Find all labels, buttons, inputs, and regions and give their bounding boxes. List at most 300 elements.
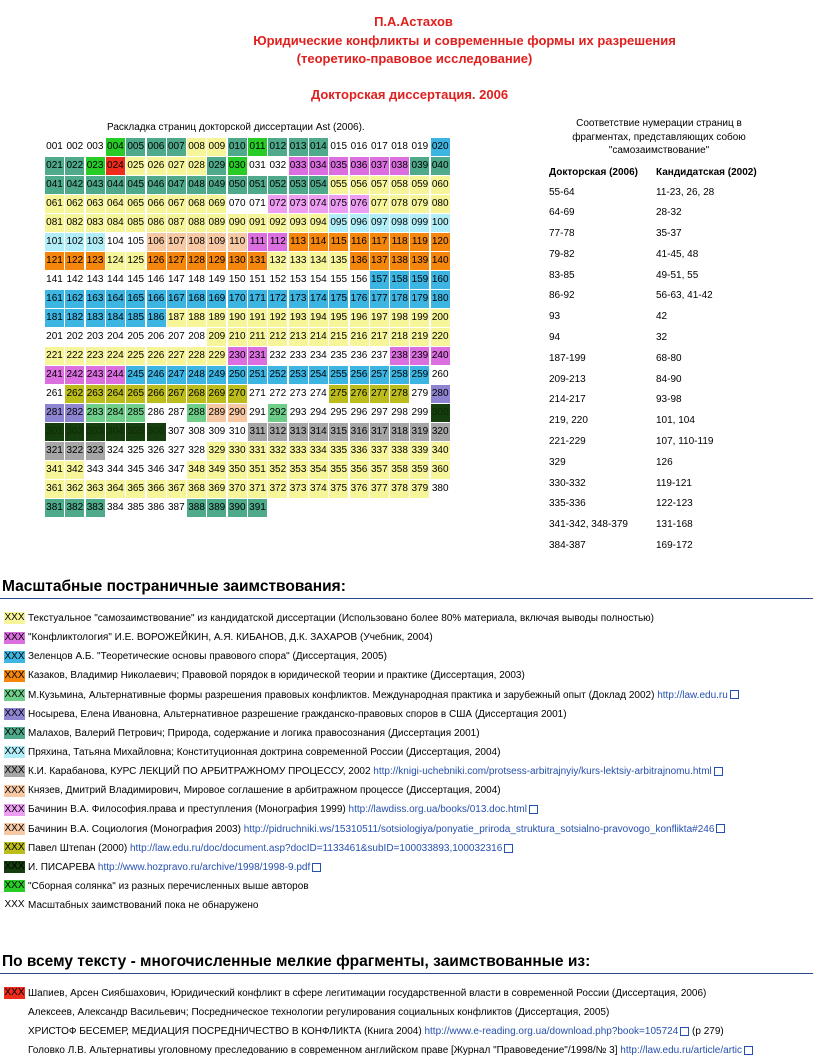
candidate-pages: 84-90: [656, 373, 682, 385]
page-cell: 062: [65, 195, 84, 213]
page-cell: 357: [370, 461, 389, 479]
column-doctoral: Докторская (2006): [549, 166, 638, 178]
page-cell: 318: [390, 423, 409, 441]
page-cell: 273: [289, 388, 307, 399]
page-cell: 334: [309, 442, 328, 460]
page-cell: 292: [268, 404, 287, 422]
source-link[interactable]: http://law.edu.ru: [657, 689, 728, 701]
page-cell: 257: [370, 366, 389, 384]
page-cell: 032: [269, 160, 287, 171]
author-name: П.А.Астахов: [374, 14, 453, 29]
color-swatch: XXX: [4, 784, 25, 796]
page-cell: 048: [187, 176, 206, 194]
page-cell: 199: [410, 309, 429, 327]
page-cell: 375: [329, 480, 348, 498]
doctoral-pages: 79-82: [549, 248, 575, 260]
page-cell: 265: [126, 385, 145, 403]
page-cell: 089: [207, 214, 226, 232]
external-link-icon: [714, 767, 723, 776]
page-cell: 390: [228, 499, 247, 517]
page-correspondence-table: [549, 117, 779, 557]
page-cell: 127: [167, 252, 186, 270]
page-cell: 301: [45, 423, 64, 441]
page-cell: 070: [228, 198, 246, 209]
legend-text: Головко Л.В. Альтернативы уголовному преследованию в современном английском праве [Журнал "Правоведение"/1998/№ 3]: [28, 1045, 618, 1057]
page-cell: 123: [86, 252, 105, 270]
page-cell: 252: [268, 366, 287, 384]
page-cell: 216: [350, 328, 369, 346]
page-cell: 093: [289, 214, 308, 232]
correspondence-row: [549, 286, 779, 307]
page-cell: 014: [309, 138, 328, 156]
page-cell: 144: [107, 274, 124, 285]
page-cell: 043: [86, 176, 105, 194]
page-cell: 184: [106, 309, 125, 327]
page-cell: 050: [228, 176, 247, 194]
legend-item: [4, 762, 813, 781]
correspondence-row: [549, 494, 779, 515]
correspondence-row: [549, 307, 779, 328]
page-cell: 226: [147, 347, 166, 365]
source-link[interactable]: http://www.e-reading.org.ua/download.php?book=105724: [424, 1026, 679, 1038]
page-cell: 307: [167, 426, 185, 437]
legend-text: "Конфликтология" И.Е. ВОРОЖЕЙКИН, А.Я. КИБАНОВ, Д.К. ЗАХАРОВ (Учебник, 2004): [28, 632, 433, 644]
page-cell: 350: [228, 461, 247, 479]
legend-text: К.И. Карабанова, КУРС ЛЕКЦИЙ ПО АРБИТРАЖНОМУ ПРОЦЕССУ, 2002: [28, 766, 371, 778]
source-link[interactable]: http://pidruchniki.ws/15310511/sotsiologiya/ponyatie_priroda_struktura_sotsialno-pravovogo_konflikta#246: [243, 823, 715, 835]
page-cell: 091: [248, 214, 267, 232]
page-cell: 084: [106, 214, 125, 232]
legend-text: Бачинин В.А. Философия.права и преступления (Монография 1999): [28, 804, 346, 816]
page-cell: 242: [65, 366, 84, 384]
legend-item: [4, 743, 813, 762]
page-cell: 143: [86, 274, 104, 285]
large-borrowings-legend: [4, 609, 813, 915]
page-cell: 160: [431, 271, 450, 289]
page-cell: 078: [390, 195, 409, 213]
color-swatch: XXX: [4, 650, 25, 662]
page-cell: 106: [147, 233, 166, 251]
page-cell: 303: [86, 423, 105, 441]
page-cell: 112: [268, 233, 287, 251]
page-cell: 140: [431, 252, 450, 270]
page-cell: 129: [207, 252, 226, 270]
page-cell: 221: [45, 347, 64, 365]
page-cell: 183: [86, 309, 105, 327]
page-cell: 061: [45, 195, 64, 213]
page-cell: 319: [410, 423, 429, 441]
color-swatch: XXX: [4, 765, 25, 777]
page-cell: 296: [350, 407, 368, 418]
page-cell: 229: [207, 347, 226, 365]
page-cell: 036: [350, 157, 369, 175]
page-cell: 294: [310, 407, 327, 418]
candidate-pages: 41-45, 48: [656, 248, 699, 260]
page-cell: 344: [107, 464, 124, 475]
page-cell: 351: [248, 461, 267, 479]
page-cell: 152: [269, 274, 287, 285]
page-cell: 003: [86, 141, 104, 152]
page-cell: 268: [187, 385, 206, 403]
doctoral-pages: 221-229: [549, 436, 586, 448]
page-cell: 081: [45, 214, 64, 232]
doctoral-pages: 214-217: [549, 394, 586, 406]
legend-item: [4, 609, 813, 628]
page-cell: 208: [188, 331, 205, 342]
page-cell: 057: [370, 176, 389, 194]
page-cell: 196: [350, 309, 369, 327]
page-cell: 191: [248, 309, 267, 327]
page-cell: 329: [207, 442, 226, 460]
page-cell: 371: [248, 480, 267, 498]
correspondence-row: [549, 183, 779, 204]
page-cell: 134: [309, 252, 328, 270]
doctoral-pages: 86-92: [549, 290, 575, 302]
page-cell: 218: [390, 328, 409, 346]
page-cell: 162: [65, 290, 84, 308]
page-cell: 151: [249, 274, 266, 285]
legend-item: [4, 896, 813, 915]
legend-item: [4, 820, 813, 839]
page-cell: 033: [289, 157, 308, 175]
source-link[interactable]: http://www.hozpravo.ru/archive/1998/1998-9.pdf: [97, 861, 311, 873]
page-cell: 255: [329, 366, 348, 384]
page-cell: 347: [167, 464, 185, 475]
page-cell: 277: [370, 385, 389, 403]
page-cell: 204: [107, 331, 124, 342]
page-cell: 387: [167, 502, 185, 513]
page-cell: 161: [45, 290, 64, 308]
page-cell: 381: [45, 499, 64, 517]
page-cell: 128: [187, 252, 206, 270]
page-cell: 320: [431, 423, 450, 441]
doctoral-pages: 83-85: [549, 269, 575, 281]
page-cell: 120: [431, 233, 450, 251]
page-cell: 096: [350, 214, 369, 232]
doctoral-pages: 335-336: [549, 498, 586, 510]
legend-text: ХРИСТОФ БЕСЕМЕР, МЕДИАЦИЯ ПОСРЕДНИЧЕСТВО В КОНФЛИКТА (Книга 2004): [28, 1026, 422, 1038]
page-cell: 060: [431, 176, 450, 194]
page-cell: 154: [310, 274, 327, 285]
page-cell: 321: [45, 442, 64, 460]
page-cell: 313: [289, 423, 308, 441]
legend-item: [4, 1003, 813, 1022]
dissertation-degree: Докторская диссертация. 2006: [310, 87, 509, 102]
page-cell: 137: [370, 252, 389, 270]
page-cell: 115: [329, 233, 348, 251]
legend-item: [4, 858, 813, 877]
page-cell: 300: [431, 404, 450, 422]
external-link-icon: [529, 805, 538, 814]
page-cell: 243: [86, 366, 105, 384]
page-cell: 367: [167, 480, 186, 498]
page-cell: 079: [410, 195, 429, 213]
page-cell: 349: [207, 461, 226, 479]
page-cell: 272: [269, 388, 287, 399]
candidate-pages: 28-32: [656, 207, 682, 219]
page-cell: 132: [268, 252, 287, 270]
page-cell: 133: [289, 252, 308, 270]
page-cell: 225: [126, 347, 145, 365]
page-cell: 055: [329, 176, 348, 194]
page-cell: 197: [370, 309, 389, 327]
correspondence-row: [549, 266, 779, 287]
page-cell: 246: [147, 366, 166, 384]
page-cell: 267: [167, 385, 186, 403]
page-cell: 190: [228, 309, 247, 327]
doctoral-pages: 219, 220: [549, 415, 588, 427]
page-cell: 236: [350, 350, 368, 361]
page-cell: 364: [106, 480, 125, 498]
legend-item: [4, 647, 813, 666]
page-cell: 212: [268, 328, 287, 346]
candidate-pages: 131-168: [656, 519, 693, 531]
page-cell: 332: [268, 442, 287, 460]
correspondence-row: [549, 432, 779, 453]
page-cell: 149: [208, 274, 226, 285]
page-cell: 264: [106, 385, 125, 403]
page-cell: 027: [167, 157, 186, 175]
page-cell: 240: [431, 347, 450, 365]
page-cell: 044: [106, 176, 125, 194]
page-cell: 173: [289, 290, 308, 308]
page-cell: 288: [187, 404, 206, 422]
correspondence-caption: Соответствие нумерации страниц в фрагментах, представляющих собою "самозаимствование": [572, 118, 746, 156]
page-cell: 346: [147, 464, 165, 475]
legend-item: [4, 666, 813, 685]
page-cell: 172: [268, 290, 287, 308]
page-cell: 384: [107, 502, 124, 513]
page-cell: 337: [370, 442, 389, 460]
page-cell: 293: [289, 407, 307, 418]
page-cell: 248: [187, 366, 206, 384]
page-cell: 090: [228, 214, 247, 232]
page-cell: 366: [147, 480, 166, 498]
page-cell: 095: [329, 214, 348, 232]
page-cell: 126: [147, 252, 166, 270]
page-cell: 019: [411, 141, 429, 152]
color-swatch: XXX: [4, 746, 25, 758]
page-cell: 274: [310, 388, 327, 399]
source-link[interactable]: http://law.edu.ru/doc/document.asp?docID=1133461&subID=100033893,100032316: [129, 842, 503, 854]
page-cell: 109: [207, 233, 226, 251]
page-cell: 006: [147, 138, 166, 156]
page-cell: 360: [431, 461, 450, 479]
doctoral-pages: 384-387: [549, 540, 586, 552]
page-cell: 046: [147, 176, 166, 194]
page-cell: 170: [228, 290, 247, 308]
page-cell: 138: [390, 252, 409, 270]
page-cell: 180: [431, 290, 450, 308]
page-cell: 004: [106, 138, 125, 156]
page-cell: 358: [390, 461, 409, 479]
page-cell: 285: [126, 404, 145, 422]
page-cell: 021: [45, 157, 64, 175]
page-cell: 220: [431, 328, 450, 346]
page-cell: 111: [248, 233, 267, 251]
page-cell: 316: [350, 423, 369, 441]
page-cell: 051: [248, 176, 267, 194]
page-cell: 164: [106, 290, 125, 308]
page-cell: 207: [167, 331, 185, 342]
page-cell: 188: [187, 309, 206, 327]
page-cell: 352: [268, 461, 287, 479]
page-cell: 308: [188, 426, 205, 437]
page-cell: 266: [147, 385, 166, 403]
legend-text: Бачинин В.А. Социология (Монография 2003): [28, 823, 241, 835]
external-link-icon: [716, 824, 725, 833]
page-cell: 038: [390, 157, 409, 175]
page-cell: 020: [431, 138, 450, 156]
page-cell: 378: [390, 480, 409, 498]
page-cell: 102: [65, 233, 84, 251]
page-cell: 206: [147, 331, 165, 342]
color-swatch: XXX: [4, 842, 25, 854]
page-cell: 009: [207, 138, 226, 156]
page-cell: 247: [167, 366, 186, 384]
page-cell: 348: [187, 461, 206, 479]
page-cell: 338: [390, 442, 409, 460]
page-cell: 193: [289, 309, 308, 327]
doctoral-pages: 330-332: [549, 477, 586, 489]
page-cell: 025: [126, 157, 145, 175]
page-cell: 017: [370, 141, 388, 152]
page-cell: 166: [147, 290, 166, 308]
page-cell: 250: [228, 366, 247, 384]
correspondence-row: [549, 453, 779, 474]
page-cell: 254: [309, 366, 328, 384]
page-cell: 209: [207, 328, 226, 346]
page-cell: 275: [329, 385, 348, 403]
candidate-pages: 101, 104: [656, 415, 695, 427]
page-cell: 083: [86, 214, 105, 232]
page-cell: 072: [268, 195, 287, 213]
external-link-icon: [312, 863, 321, 872]
page-cell: 110: [228, 233, 247, 251]
page-cell: 330: [228, 442, 247, 460]
page-cell: 232: [269, 350, 287, 361]
page-cell: 176: [350, 290, 369, 308]
page-cell: 037: [370, 157, 389, 175]
page-cell: 179: [410, 290, 429, 308]
page-cell: 298: [391, 407, 408, 418]
page-cell: 136: [350, 252, 369, 270]
color-swatch: XXX: [4, 899, 25, 911]
page-cell: 056: [350, 176, 369, 194]
page-cell: 100: [431, 214, 450, 232]
page-cell: 076: [350, 195, 369, 213]
page-cell: 304: [106, 423, 125, 441]
page-cell: 097: [370, 214, 389, 232]
source-link[interactable]: http://lawdiss.org.ua/books/013.doc.html: [348, 804, 527, 816]
correspondence-row: [549, 245, 779, 266]
page-cell: 244: [106, 366, 125, 384]
correspondence-row: [549, 515, 779, 536]
section-divider: [0, 598, 813, 599]
legend-item: [4, 1041, 813, 1060]
legend-text: Зеленцов А.Б. "Теоретические основы правового спора" (Диссертация, 2005): [28, 651, 387, 663]
page-cell: 213: [289, 328, 308, 346]
page-cell: 054: [309, 176, 328, 194]
page-cell: 362: [65, 480, 84, 498]
legend-note: (р 279): [689, 1026, 724, 1038]
page-cell: 022: [65, 157, 84, 175]
page-cell: 185: [126, 309, 145, 327]
page-cell: 297: [370, 407, 388, 418]
page-cell: 355: [329, 461, 348, 479]
page-cell: 222: [65, 347, 84, 365]
doctoral-pages: 329: [549, 456, 566, 468]
page-cell: 279: [411, 388, 429, 399]
page-cell: 148: [188, 274, 205, 285]
page-cell: 086: [147, 214, 166, 232]
candidate-pages: 122-123: [656, 498, 693, 510]
page-cell: 145: [127, 274, 145, 285]
page-cell: 353: [289, 461, 308, 479]
page-cell: 383: [86, 499, 105, 517]
external-link-icon: [744, 1046, 753, 1055]
page-cell: 323: [86, 442, 105, 460]
page-cell: 203: [86, 331, 104, 342]
page-cell: 211: [248, 328, 267, 346]
page-cell: 299: [411, 407, 429, 418]
page-cell: 370: [228, 480, 247, 498]
section-small-fragments-title: По всему тексту - многочисленные мелкие фрагменты, заимствованные из:: [2, 953, 591, 970]
correspondence-row: [549, 536, 779, 557]
page-cell: 326: [147, 445, 165, 456]
page-cell: 157: [370, 271, 389, 289]
page-cell: 262: [65, 385, 84, 403]
legend-text: Текстуальное "самозаимствование" из кандидатской диссертации (Использовано более 80% материала, включая выводы полностью): [28, 613, 654, 624]
page-cell: 305: [126, 423, 145, 441]
doctoral-pages: 341-342, 348-379: [549, 519, 628, 531]
page-cell: 324: [107, 445, 124, 456]
color-swatch: XXX: [4, 822, 25, 834]
page-cell: 169: [207, 290, 226, 308]
page-cell: 224: [106, 347, 125, 365]
page-cell: 113: [289, 233, 308, 251]
page-cell: 281: [45, 404, 64, 422]
page-cell: 219: [410, 328, 429, 346]
page-cell: 374: [309, 480, 328, 498]
page-cell: 306: [147, 423, 166, 441]
page-cell: 237: [370, 350, 388, 361]
color-swatch: XXX: [4, 727, 25, 739]
page-cell: 385: [127, 502, 145, 513]
page-cell: 335: [329, 442, 348, 460]
color-swatch: XXX: [4, 880, 25, 892]
page-cell: 041: [45, 176, 64, 194]
page-cell: 340: [431, 442, 450, 460]
page-cell: 239: [410, 347, 429, 365]
legend-text: "Сборная солянка" из разных перечисленных выше авторов: [28, 880, 309, 892]
source-link[interactable]: http://law.edu.ru/article/artic: [620, 1045, 743, 1057]
page-cell: 024: [106, 157, 125, 175]
candidate-pages: 56-63, 41-42: [656, 290, 713, 302]
legend-text: М.Кузьмина, Альтернативные формы разрешения правовых конфликтов. Международная практика и зарубежный опыт (Доклад 2002): [28, 689, 655, 701]
page-cell: 200: [431, 309, 450, 327]
page-cell: 023: [86, 157, 105, 175]
page-cell: 280: [431, 385, 450, 403]
page-cell: 002: [66, 141, 84, 152]
page-cell: 269: [207, 385, 226, 403]
page-cell: 302: [65, 423, 84, 441]
page-cell: 008: [187, 138, 206, 156]
page-cell: 377: [370, 480, 389, 498]
source-link[interactable]: http://knigi-uchebniki.com/protsess-arbitrajnyiy/kurs-lektsiy-arbitrajnomu.html: [373, 766, 712, 778]
page-cell: 080: [431, 195, 450, 213]
correspondence-rows: [549, 183, 779, 557]
